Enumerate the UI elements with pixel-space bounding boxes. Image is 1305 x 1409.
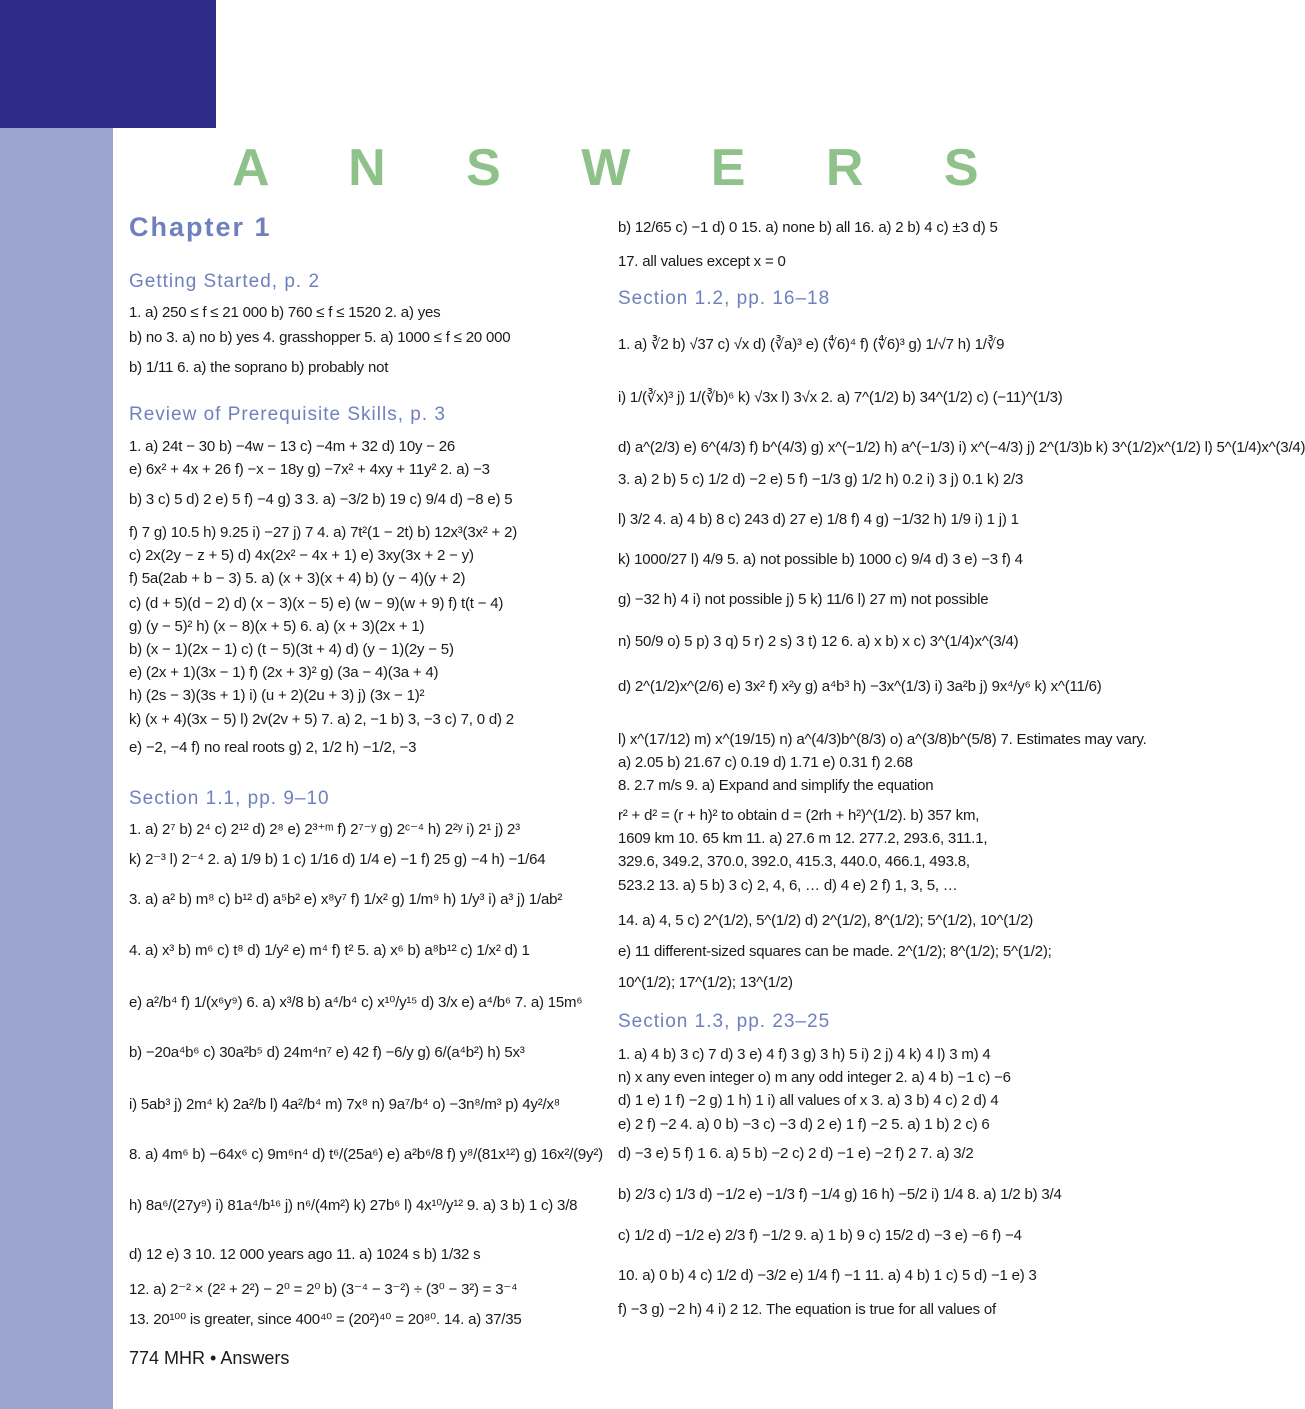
- answer-line: e) −2, −4 f) no real roots g) 2, 1/2 h) −1/2, −3: [129, 739, 417, 756]
- answer-line: g) (y − 5)² h) (x − 8)(x + 5) 6. a) (x + 3)(2x + 1): [129, 618, 425, 635]
- answer-line: 8. a) 4m⁶ b) −64x⁶ c) 9m⁶n⁴ d) t⁶/(25a⁶) e) a²b⁶/8 f) y⁸/(81x¹²) g) 16x²/(9y²): [129, 1146, 603, 1163]
- corner-color-block: [0, 0, 216, 128]
- answer-line: n) x any even integer o) m any odd integer 2. a) 4 b) −1 c) −6: [618, 1069, 1011, 1086]
- answer-line: f) −3 g) −2 h) 4 i) 2 12. The equation is true for all values of: [618, 1301, 996, 1318]
- answer-line: e) (2x + 1)(3x − 1) f) (2x + 3)² g) (3a − 4)(3a + 4): [129, 664, 439, 681]
- answer-line: 329.6, 349.2, 370.0, 392.0, 415.3, 440.0, 466.1, 493.8,: [618, 853, 970, 870]
- answer-line: e) 11 different-sized squares can be made. 2^(1/2); 8^(1/2); 5^(1/2);: [618, 943, 1052, 960]
- answer-line: 10^(1/2); 17^(1/2); 13^(1/2): [618, 974, 793, 991]
- answer-line: 4. a) x³ b) m⁶ c) t⁸ d) 1/y² e) m⁴ f) t² 5. a) x⁶ b) a⁸b¹² c) 1/x² d) 1: [129, 942, 530, 959]
- answer-line: l) x^(17/12) m) x^(19/15) n) a^(4/3)b^(8/3) o) a^(3/8)b^(5/8) 7. Estimates may vary.: [618, 731, 1147, 748]
- answer-line: 1. a) 250 ≤ f ≤ 21 000 b) 760 ≤ f ≤ 1520 2. a) yes: [129, 304, 441, 321]
- answer-line: c) (d + 5)(d − 2) d) (x − 3)(x − 5) e) (w − 9)(w + 9) f) t(t − 4): [129, 595, 504, 612]
- section-heading-1-1: Section 1.1, pp. 9–10: [129, 788, 330, 809]
- answer-line: d) 1 e) 1 f) −2 g) 1 h) 1 i) all values of x 3. a) 3 b) 4 c) 2 d) 4: [618, 1092, 999, 1109]
- answer-line: k) (x + 4)(3x − 5) l) 2v(2v + 5) 7. a) 2, −1 b) 3, −3 c) 7, 0 d) 2: [129, 711, 514, 728]
- answer-line: d) 2^(1/2)x^(2/6) e) 3x² f) x²y g) a⁴b³ h) −3x^(1/3) i) 3a²b j) 9x⁴/y⁶ k) x^(11/6): [618, 678, 1102, 695]
- answer-line: 1609 km 10. 65 km 11. a) 27.6 m 12. 277.2, 293.6, 311.1,: [618, 830, 988, 847]
- answer-line: h) (2s − 3)(3s + 1) i) (u + 2)(2u + 3) j) (3x − 1)²: [129, 687, 425, 704]
- answer-line: b) 3 c) 5 d) 2 e) 5 f) −4 g) 3 3. a) −3/2 b) 19 c) 9/4 d) −8 e) 5: [129, 491, 513, 508]
- chapter-heading: Chapter 1: [129, 212, 272, 242]
- answer-line: 10. a) 0 b) 4 c) 1/2 d) −3/2 e) 1/4 f) −1 11. a) 4 b) 1 c) 5 d) −1 e) 3: [618, 1267, 1037, 1284]
- answer-line: e) 2 f) −2 4. a) 0 b) −3 c) −3 d) 2 e) 1 f) −2 5. a) 1 b) 2 c) 6: [618, 1116, 990, 1133]
- answer-line: l) 3/2 4. a) 4 b) 8 c) 243 d) 27 e) 1/8 f) 4 g) −1/32 h) 1/9 i) 1 j) 1: [618, 511, 1019, 528]
- answer-line: b) 12/65 c) −1 d) 0 15. a) none b) all 16. a) 2 b) 4 c) ±3 d) 5: [618, 219, 998, 236]
- answer-line: 1. a) 4 b) 3 c) 7 d) 3 e) 4 f) 3 g) 3 h) 5 i) 2 j) 4 k) 4 l) 3 m) 4: [618, 1046, 991, 1063]
- answer-line: b) 2/3 c) 1/3 d) −1/2 e) −1/3 f) −1/4 g) 16 h) −5/2 i) 1/4 8. a) 1/2 b) 3/4: [618, 1186, 1062, 1203]
- answer-line: d) 12 e) 3 10. 12 000 years ago 11. a) 1024 s b) 1/32 s: [129, 1246, 481, 1263]
- answer-line: b) (x − 1)(2x − 1) c) (t − 5)(3t + 4) d) (y − 1)(2y − 5): [129, 641, 454, 658]
- answer-line: 1. a) 24t − 30 b) −4w − 13 c) −4m + 32 d) 10y − 26: [129, 438, 456, 455]
- answer-line: 8. 2.7 m/s 9. a) Expand and simplify the equation: [618, 777, 934, 794]
- answer-line: 3. a) 2 b) 5 c) 1/2 d) −2 e) 5 f) −1/3 g) 1/2 h) 0.2 i) 3 j) 0.1 k) 2/3: [618, 471, 1024, 488]
- section-heading-getting-started: Getting Started, p. 2: [129, 271, 321, 292]
- answer-line: i) 1/(∛x)³ j) 1/(∛b)⁶ k) √3x l) 3√x 2. a) 7^(1/2) b) 34^(1/2) c) (−11)^(1/3): [618, 389, 1063, 406]
- answer-line: 12. a) 2⁻² × (2² + 2²) − 2⁰ = 2⁰ b) (3⁻⁴ − 3⁻²) ÷ (3⁰ − 3²) = 3⁻⁴: [129, 1281, 518, 1298]
- answer-line: c) 2x(2y − z + 5) d) 4x(2x² − 4x + 1) e) 3xy(3x + 2 − y): [129, 547, 474, 564]
- section-heading-1-2: Section 1.2, pp. 16–18: [618, 288, 831, 309]
- answer-line: g) −32 h) 4 i) not possible j) 5 k) 11/6 l) 27 m) not possible: [618, 591, 989, 608]
- answer-line: i) 5ab³ j) 2m⁴ k) 2a²/b l) 4a²/b⁴ m) 7x⁸ n) 9a⁷/b⁴ o) −3n⁸/m³ p) 4y²/x⁸: [129, 1096, 560, 1113]
- answer-line: 1. a) 2⁷ b) 2⁴ c) 2¹² d) 2⁸ e) 2³⁺ᵐ f) 2⁷⁻ʸ g) 2ᶜ⁻⁴ h) 2²ʸ i) 2¹ j) 2³: [129, 821, 520, 838]
- answer-line: 3. a) a² b) m⁸ c) b¹² d) a⁵b² e) x⁸y⁷ f) 1/x² g) 1/m⁹ h) 1/y³ i) a³ j) 1/ab²: [129, 891, 563, 908]
- page-title: A N S W E R S: [232, 139, 1012, 197]
- answer-line: b) no 3. a) no b) yes 4. grasshopper 5. a) 1000 ≤ f ≤ 20 000: [129, 329, 511, 346]
- answer-line: e) a²/b⁴ f) 1/(x⁶y⁹) 6. a) x³/8 b) a⁴/b⁴ c) x¹⁰/y¹⁵ d) 3/x e) a⁴/b⁶ 7. a) 15m⁶: [129, 994, 583, 1011]
- section-heading-1-3: Section 1.3, pp. 23–25: [618, 1011, 831, 1032]
- answer-line: a) 2.05 b) 21.67 c) 0.19 d) 1.71 e) 0.31 f) 2.68: [618, 754, 913, 771]
- answer-line: 13. 20¹⁰⁰ is greater, since 400⁴⁰ = (20²)⁴⁰ = 20⁸⁰. 14. a) 37/35: [129, 1311, 522, 1328]
- answer-line: f) 5a(2ab + b − 3) 5. a) (x + 3)(x + 4) b) (y − 4)(y + 2): [129, 570, 466, 587]
- answer-line: k) 1000/27 l) 4/9 5. a) not possible b) 1000 c) 9/4 d) 3 e) −3 f) 4: [618, 551, 1023, 568]
- page-footer: 774 MHR • Answers: [129, 1348, 290, 1368]
- answer-line: d) a^(2/3) e) 6^(4/3) f) b^(4/3) g) x^(−1/2) h) a^(−1/3) i) x^(−4/3) j) 2^(1/3)b k) 3^(1/2)x^(1/2) l) 5^(1/4)x^(3/4): [618, 439, 1305, 456]
- answer-line: k) 2⁻³ l) 2⁻⁴ 2. a) 1/9 b) 1 c) 1/16 d) 1/4 e) −1 f) 25 g) −4 h) −1/64: [129, 851, 546, 868]
- answer-line: d) −3 e) 5 f) 1 6. a) 5 b) −2 c) 2 d) −1 e) −2 f) 2 7. a) 3/2: [618, 1145, 974, 1162]
- answer-line: 1. a) ∛2 b) √37 c) √x d) (∛a)³ e) (∜6)⁴ f) (∜6)³ g) 1/√7 h) 1/∛9: [618, 336, 1005, 353]
- section-heading-review: Review of Prerequisite Skills, p. 3: [129, 404, 446, 425]
- answer-line: 523.2 13. a) 5 b) 3 c) 2, 4, 6, … d) 4 e) 2 f) 1, 3, 5, …: [618, 877, 958, 894]
- answer-line: 14. a) 4, 5 c) 2^(1/2), 5^(1/2) d) 2^(1/2), 8^(1/2); 5^(1/2), 10^(1/2): [618, 912, 1034, 929]
- answer-line: 17. all values except x = 0: [618, 253, 786, 270]
- answer-line: f) 7 g) 10.5 h) 9.25 i) −27 j) 7 4. a) 7t²(1 − 2t) b) 12x³(3x² + 2): [129, 524, 518, 541]
- side-color-band: [0, 128, 113, 1409]
- answer-line: r² + d² = (r + h)² to obtain d = (2rh + h²)^(1/2). b) 357 km,: [618, 807, 980, 824]
- answer-line: h) 8a⁶/(27y⁹) i) 81a⁴/b¹⁶ j) n⁶/(4m²) k) 27b⁶ l) 4x¹⁰/y¹² 9. a) 3 b) 1 c) 3/8: [129, 1197, 578, 1214]
- answer-line: b) 1/11 6. a) the soprano b) probably not: [129, 359, 389, 376]
- answer-line: e) 6x² + 4x + 26 f) −x − 18y g) −7x² + 4xy + 11y² 2. a) −3: [129, 461, 490, 478]
- answer-line: b) −20a⁴b⁶ c) 30a²b⁵ d) 24m⁴n⁷ e) 42 f) −6/y g) 6/(a⁴b²) h) 5x³: [129, 1044, 525, 1061]
- answer-line: c) 1/2 d) −1/2 e) 2/3 f) −1/2 9. a) 1 b) 9 c) 15/2 d) −3 e) −6 f) −4: [618, 1227, 1022, 1244]
- answer-line: n) 50/9 o) 5 p) 3 q) 5 r) 2 s) 3 t) 12 6. a) x b) x c) 3^(1/4)x^(3/4): [618, 633, 1019, 650]
